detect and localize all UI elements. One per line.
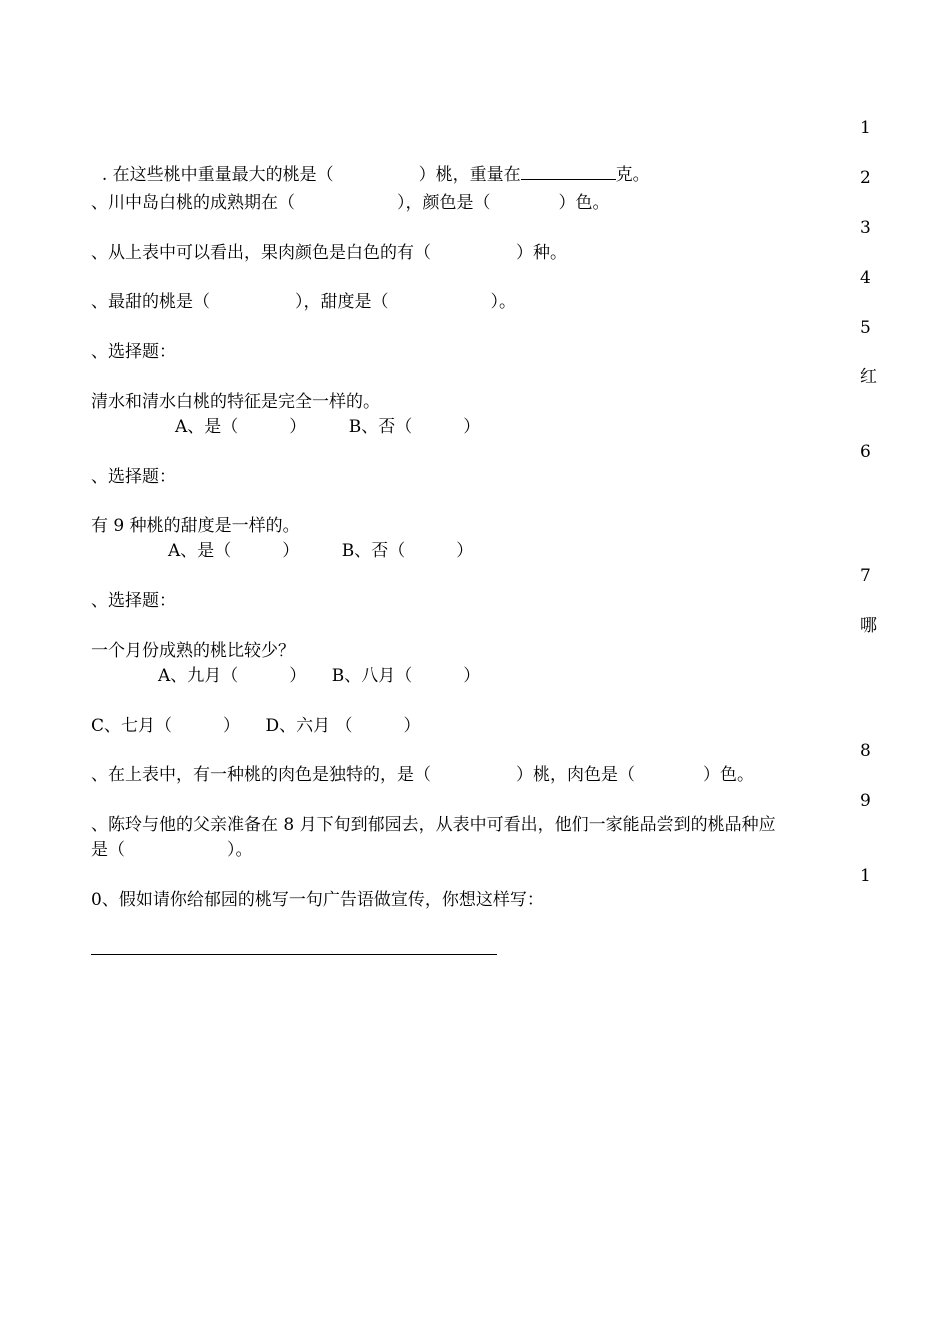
question-1-unit: 克。 (615, 165, 650, 185)
weight-blank[interactable] (521, 163, 616, 180)
margin-marker-9: 9 (860, 791, 871, 811)
margin-marker-8: 8 (860, 741, 871, 761)
question-7-heading: 、选择题： (91, 591, 176, 611)
question-10: 0、假如请你给郁园的桃写一句广告语做宣传，你想这样写： (91, 890, 544, 910)
question-7-options-cd[interactable]: C、七月（ ） D、六月 （ ） (91, 716, 421, 736)
question-1-text: . 在这些桃中重量最大的桃是（ ）桃，重量在 (101, 165, 521, 185)
margin-marker-6: 6 (860, 442, 871, 462)
margin-marker-2: 2 (860, 168, 871, 188)
question-2: 、川中岛白桃的成熟期在（ ），颜色是（ ）色。 (91, 193, 610, 213)
question-5-options[interactable]: A、是（ ） B、否（ ） (175, 417, 481, 437)
question-5-statement: 清水和清水白桃的特征是完全一样的。 (91, 392, 380, 412)
margin-marker-10: 1 (860, 866, 871, 886)
margin-marker-red: 红 (860, 367, 877, 387)
answer-line[interactable] (91, 954, 497, 955)
question-6-statement: 有 9 种桃的甜度是一样的。 (91, 516, 300, 536)
question-5-heading: 、选择题： (91, 342, 176, 362)
question-6-heading: 、选择题： (91, 467, 176, 487)
margin-marker-3: 3 (860, 218, 871, 238)
question-7-statement: 一个月份成熟的桃比较少？ (91, 641, 295, 661)
margin-marker-which: 哪 (860, 616, 877, 636)
margin-marker-7: 7 (860, 566, 871, 586)
question-4: 、最甜的桃是（ ），甜度是（ ）。 (91, 292, 516, 312)
question-9-line-1: 、陈玲与他的父亲准备在 8 月下旬到郁园去，从表中可看出，他们一家能品尝到的桃品种应 (91, 815, 776, 835)
question-8: 、在上表中，有一种桃的肉色是独特的，是（ ）桃，肉色是（ ）色。 (91, 765, 754, 785)
question-6-options[interactable]: A、是（ ） B、否（ ） (168, 541, 474, 561)
question-1 (91, 143, 650, 185)
question-9-line-2: 是（ ）。 (91, 840, 253, 860)
margin-marker-4: 4 (860, 268, 871, 288)
question-3: 、从上表中可以看出，果肉颜色是白色的有（ ）种。 (91, 243, 567, 263)
margin-marker-1: 1 (860, 118, 871, 138)
question-7-options-ab[interactable]: A、九月（ ） B、八月（ ） (158, 666, 481, 686)
margin-marker-5: 5 (860, 318, 871, 338)
